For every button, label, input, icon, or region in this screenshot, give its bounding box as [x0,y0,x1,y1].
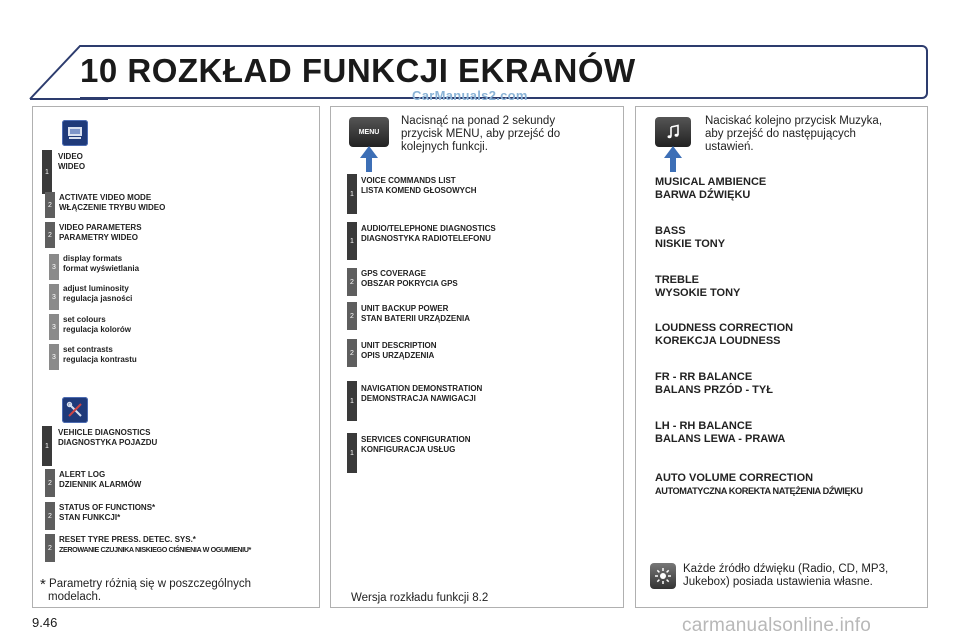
entry-label-en: LH - RH BALANCE [655,420,753,432]
entry-label-pl: BALANS LEWA - PRAWA [655,432,786,445]
entry-label-en: LOUDNESS CORRECTION [655,322,794,334]
arrow-up-icon [664,146,682,172]
sound-source-note [683,563,888,589]
level-badge: 2 [347,268,357,296]
footnote-line1: Parametry różnią się w poszczególnych [49,578,252,590]
sun-settings-icon [650,563,676,589]
entry-label-pl: OPIS URZĄDZENIA [361,350,435,360]
note-line: przycisk MENU, aby przejść do [401,128,561,140]
menu-button-label: MENU [358,128,380,136]
entry-label-en: GPS COVERAGE [361,269,426,278]
music-instruction-note [705,115,882,154]
note-line: aby przejść do następujących [705,128,856,140]
version-note: Wersja rozkładu funkcji 8.2 [351,592,489,604]
menu-entry-video-parameters [59,223,142,242]
menu-entry-reset-tyre-pressure [59,535,251,554]
entry-label-pl: KONFIGURACJA USŁUG [361,444,456,454]
entry-label-pl: PARAMETRY WIDEO [59,232,138,242]
entry-label-pl: LISTA KOMEND GŁOSOWYCH [361,185,477,195]
music-note-icon [655,117,691,147]
menu-entry-alert-log [59,470,141,489]
entry-label-en: set contrasts [63,345,113,354]
entry-label-en: STATUS OF FUNCTIONS* [59,503,156,512]
footnote-star: * [40,576,46,593]
entry-label-pl: WIDEO [58,161,86,171]
level-badge: 1 [347,433,357,473]
watermark-top: CarManuals2.com [412,88,528,103]
note-line: kolejnych funkcji. [401,141,488,153]
note-line: Jukebox) posiada ustawienia własne. [683,576,873,588]
entry-label-en: display formats [63,254,123,263]
music-entry-musical-ambience [655,176,766,201]
level-badge: 2 [45,192,55,218]
menu-entry-activate-video [59,193,165,212]
wrench-screwdriver-icon [62,397,88,423]
note-line: Naciskać kolejno przycisk Muzyka, [705,115,883,127]
entry-label-pl: NISKIE TONY [655,237,726,250]
note-line: Każde źródło dźwięku (Radio, CD, MP3, [683,563,889,575]
footnote [40,578,251,604]
level-badge: 3 [49,284,59,310]
entry-label-pl: STAN FUNKCJI* [59,512,121,522]
level-badge: 1 [347,381,357,421]
menu-entry-set-contrasts [63,345,137,364]
entry-label-pl: format wyświetlania [63,263,140,273]
menu-entry-video [58,152,85,171]
entry-label-pl: ZEROWANIE CZUJNIKA NISKIEGO CIŚNIENIA W OGUMIENIU* [59,544,251,554]
entry-label-pl: OBSZAR POKRYCIA GPS [361,278,458,288]
entry-label-en: SERVICES CONFIGURATION [361,435,471,444]
entry-label-en: FR - RR BALANCE [655,371,753,383]
level-badge: 3 [49,314,59,340]
entry-label-pl: BARWA DŹWIĘKU [655,188,751,201]
note-line: Nacisnąć na ponad 2 sekundy [401,115,556,127]
entry-label-pl: DIAGNOSTYKA POJAZDU [58,437,158,447]
entry-label-en: TREBLE [655,274,699,286]
entry-label-en: AUDIO/TELEPHONE DIAGNOSTICS [361,224,496,233]
page-number: 9.46 [32,615,58,630]
menu-entry-set-colours [63,315,131,334]
menu-entry-display-formats [63,254,139,273]
music-entry-treble [655,274,740,299]
music-entry-auto-volume-correction [655,472,863,497]
entry-label-pl: DEMONSTRACJA NAWIGACJI [361,393,476,403]
music-entry-lh-rh-balance [655,420,785,445]
menu-instruction-note [401,115,560,154]
level-badge: 2 [45,222,55,248]
entry-label-en: VOICE COMMANDS LIST [361,176,456,185]
note-line: ustawień. [705,141,754,153]
entry-label-pl: AUTOMATYCZNA KOREKTA NATĘŻENIA DŹWIĘKU [655,485,863,496]
entry-label-pl: STAN BATERII URZĄDZENIA [361,313,471,323]
entry-label-en: ALERT LOG [59,470,106,479]
entry-label-pl: regulacja jasności [63,293,133,303]
level-badge: 2 [45,502,55,530]
entry-label-en: adjust luminosity [63,284,129,293]
music-entry-bass [655,225,725,250]
arrow-up-icon [360,146,378,172]
menu-entry-gps-coverage [361,269,458,288]
menu-entry-unit-description [361,341,437,360]
level-badge: 2 [347,302,357,330]
level-badge: 3 [49,254,59,280]
music-entry-fr-rr-balance [655,371,773,396]
entry-label-pl: DZIENNIK ALARMÓW [59,479,142,489]
entry-label-en: RESET TYRE PRESS. DETEC. SYS.* [59,535,196,544]
level-badge: 1 [347,222,357,260]
menu-entry-voice-commands [361,176,477,195]
video-screen-icon [62,120,88,146]
entry-label-pl: BALANS PRZÓD - TYŁ [655,383,773,396]
page-title: 10 ROZKŁAD FUNKCJI EKRANÓW [80,52,636,89]
entry-label-en: UNIT DESCRIPTION [361,341,437,350]
entry-label-pl: regulacja kontrastu [63,354,137,364]
entry-label-pl: regulacja kolorów [63,324,132,334]
entry-label-en: set colours [63,315,106,324]
entry-label-en: NAVIGATION DEMONSTRATION [361,384,483,393]
menu-entry-adjust-luminosity [63,284,132,303]
footnote-line2: modelach. [48,591,102,603]
entry-label-en: MUSICAL AMBIENCE [655,176,767,188]
entry-label-pl: KOREKCJA LOUDNESS [655,334,781,347]
watermark-bottom: carmanualsonline.info [682,615,872,636]
entry-label-pl: WŁĄCZENIE TRYBU WIDEO [59,202,166,212]
entry-label-pl: DIAGNOSTYKA RADIOTELEFONU [361,233,491,243]
level-badge: 2 [45,534,55,562]
level-badge: 1 [347,174,357,214]
entry-label-en: AUTO VOLUME CORRECTION [655,472,814,484]
music-entry-loudness-correction [655,322,793,347]
entry-label-en: VEHICLE DIAGNOSTICS [58,428,151,437]
entry-label-en: BASS [655,225,686,237]
menu-entry-unit-backup-power [361,304,470,323]
level-badge: 1 [42,426,52,466]
entry-label-en: UNIT BACKUP POWER [361,304,449,313]
menu-entry-services-configuration [361,435,471,454]
level-badge: 3 [49,344,59,370]
menu-entry-vehicle-diagnostics [58,428,157,447]
menu-entry-audio-telephone-diagnostics [361,224,496,243]
entry-label-en: VIDEO PARAMETERS [59,223,142,232]
entry-label-en: ACTIVATE VIDEO MODE [59,193,152,202]
menu-button-icon [349,117,389,147]
entry-label-pl: WYSOKIE TONY [655,286,741,299]
level-badge: 2 [347,339,357,367]
level-badge: 2 [45,469,55,497]
menu-entry-navigation-demonstration [361,384,482,403]
entry-label-en: VIDEO [58,152,83,161]
level-badge: 1 [42,150,52,194]
menu-entry-status-of-functions [59,503,155,522]
